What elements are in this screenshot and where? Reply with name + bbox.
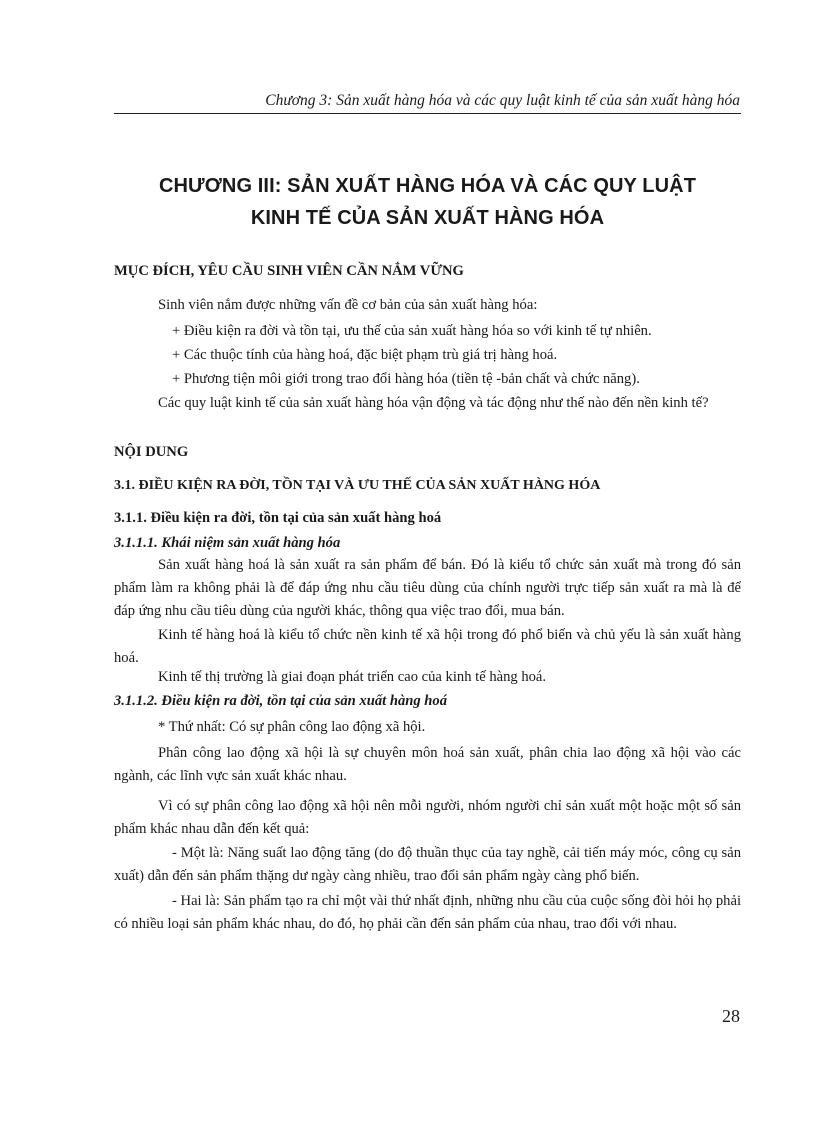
paragraph: Phân công lao động xã hội là sự chuyên môn hoá sản xuất, phân chia lao động xã hội vào các ngành, các lĩnh vực sản xuất khác nhau. [114, 745, 741, 784]
section-3-1-1-1-heading: 3.1.1.1. Khái niệm sản xuất hàng hóa [114, 535, 341, 551]
objectives-intro: Sinh viên nắm được những vấn đề cơ bản của sản xuất hàng hóa: [158, 297, 538, 313]
content-heading: NỘI DUNG [114, 444, 189, 460]
chapter-title-line-1: CHƯƠNG III: SẢN XUẤT HÀNG HÓA VÀ CÁC QUY LUẬT [158, 175, 697, 197]
paragraph: Vì có sự phân công lao động xã hội nên mỗi người, nhóm người chỉ sản xuất một hoặc một số sản phẩm khác nhau dẫn đến kết quả: [114, 798, 741, 837]
section-3-1-1-heading: 3.1.1. Điều kiện ra đời, tồn tại của sản xuất hàng hoá [114, 510, 442, 526]
paragraph: - Một là: Năng suất lao động tăng (do độ thuần thục của tay nghề, cải tiến máy móc, công cụ sản xuất) dẫn đến sản phẩm thặng dư ngày càng nhiều, trao đổi sản phẩm ngày càng phổ biến. [114, 845, 741, 884]
objectives-item-3: + Phương tiện môi giới trong trao đổi hàng hóa (tiền tệ -bản chất và chức năng). [172, 371, 640, 387]
paragraph: Kinh tế hàng hoá là kiểu tổ chức nền kinh tế xã hội trong đó phổ biến và chủ yếu là sản xuất hàng hoá. [114, 627, 741, 666]
page-number: 28 [722, 1006, 740, 1026]
objectives-item-2: + Các thuộc tính của hàng hoá, đặc biệt phạm trù giá trị hàng hoá. [172, 347, 558, 363]
section-3-1-1-2-heading: 3.1.1.2. Điều kiện ra đời, tồn tại của sản xuất hàng hoá [114, 693, 448, 709]
section-3-1-heading: 3.1. ĐIỀU KIỆN RA ĐỜI, TỒN TẠI VÀ ƯU THẾ CỦA SẢN XUẤT HÀNG HÓA [114, 478, 601, 493]
objectives-item-1: + Điều kiện ra đời và tồn tại, ưu thế của sản xuất hàng hóa so với kinh tế tự nhiên. [172, 323, 652, 339]
paragraph: Sản xuất hàng hoá là sản xuất ra sản phẩm để bán. Đó là kiểu tổ chức sản xuất mà trong đó sản phẩm làm ra không phải là để đáp ứng nhu cầu tiêu dùng của chính người trực tiếp sản xuất ra mà là để đáp ứng nhu cầu tiêu dùng của người khác, thông qua việc trao đổi, mua bán. [114, 557, 741, 619]
paragraph: - Hai là: Sản phẩm tạo ra chỉ một vài thứ nhất định, những nhu cầu của cuộc sống đòi hỏi họ phải có nhiều loại sản phẩm khác nhau, do đó, họ phải cần đến sản phẩm của nhau, trao đổi với nhau. [114, 893, 741, 932]
chapter-title-line-2: KINH TẾ CỦA SẢN XUẤT HÀNG HÓA [250, 207, 605, 229]
objectives-heading: MỤC ĐÍCH, YÊU CẦU SINH VIÊN CẦN NẮM VỮNG [114, 263, 464, 279]
header-rule [114, 113, 741, 114]
paragraph: Kinh tế thị trường là giai đoạn phát triển cao của kinh tế hàng hoá. [158, 669, 547, 685]
objectives-closing: Các quy luật kinh tế của sản xuất hàng hóa vận động và tác động như thế nào đến nền kinh tế? [158, 395, 709, 411]
running-header: Chương 3: Sản xuất hàng hóa và các quy luật kinh tế của sản xuất hàng hóa [265, 92, 740, 109]
paragraph: * Thứ nhất: Có sự phân công lao động xã hội. [158, 719, 426, 735]
chapter-title [114, 170, 741, 234]
